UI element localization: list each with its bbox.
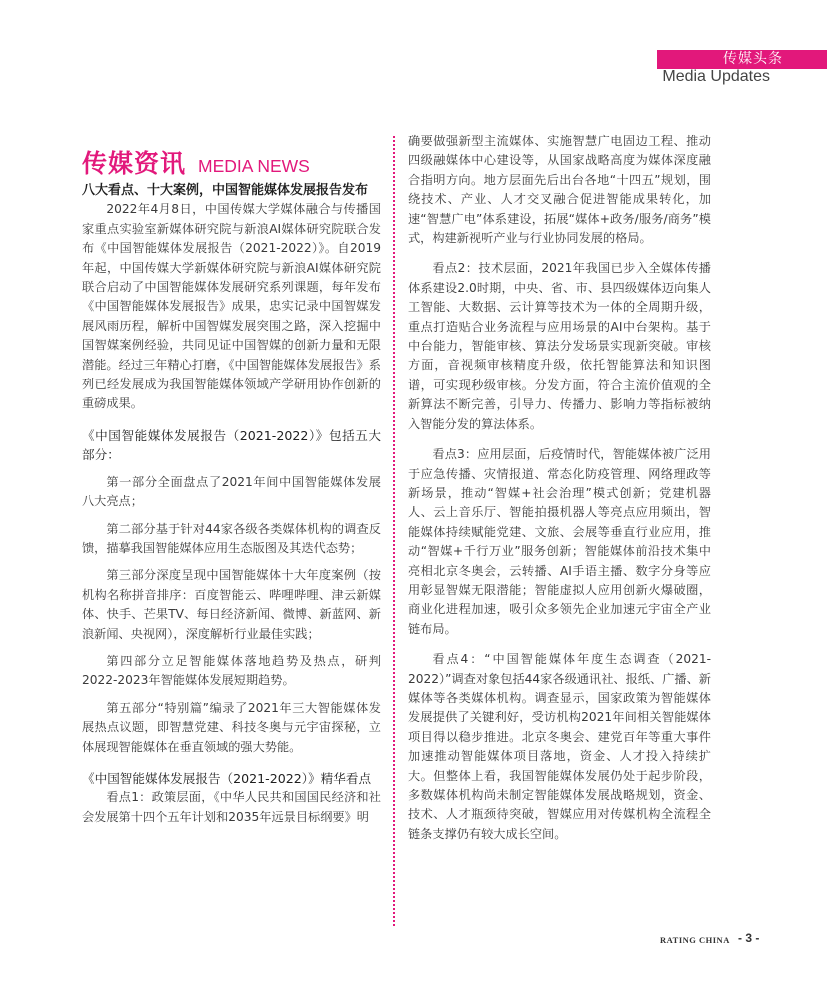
right-column xyxy=(408,132,711,844)
highlight-1-paragraph: 看点1：政策层面，《中华人民共和国国民经济和社会发展第十四个五年计划和2035年远景目标纲要》明 xyxy=(82,790,381,824)
page-title-en: MEDIA NEWS xyxy=(198,156,310,176)
highlight-2-paragraph: 看点2：技术层面，2021年我国已步入全媒体传播体系建设2.0时期，中央、省、市、县四级媒体迈向集人工智能、大数据、云计算等技术为一体的全周期升级，重点打造贴合业务流程与应用场景的AI中台架构。基于中台能力，智能审核、算法分发场景实现新突破。审核方面，音视频审核精度升级，依托智能算法和知识图谱，可实现秒级审核。分发方面，符合主流价值观的全新算法不断完善，引导力、传播力、影响力等指标被纳入智能分发的算法体系。 xyxy=(408,261,711,431)
parts-heading: 《中国智能媒体发展报告（2021-2022）》包括五大部分： xyxy=(82,427,381,463)
left-column xyxy=(82,142,381,827)
part-paragraph-4: 第四部分立足智能媒体落地趋势及热点，研判2022-2023年智能媒体发展短期趋势。 xyxy=(82,653,381,688)
part-paragraph-5: 第五部分“特别篇”编录了2021年三大智能媒体发展热点议题，即智慧党建、科技冬奥与元宇宙探秘，立体展现智能媒体在垂直领域的强大势能。 xyxy=(82,700,381,754)
intro-paragraph: 2022年4月8日，中国传媒大学媒体融合与传播国家重点实验室新媒体研究院与新浪AI媒体研究院联合发布《中国智能媒体发展报告（2021-2022）》。自2019年起，中国传媒大学新媒体研究院与新浪AI媒体研究院联合启动了中国智能媒体发展研究系列课题，每年发布《中国智能媒体发展报告》成果，忠实记录中国智媒发展风雨历程，解析中国智媒发展突围之路，深入挖掘中国智媒案例经验，共同见证中国智媒的创新力量和无限潜能。经过三年精心打磨，《中国智能媒体发展报告》系列已经发展成为我国智能媒体领域产学研用协作创新的重磅成果。 xyxy=(82,202,381,411)
header-section-title-en: Media Updates xyxy=(662,68,770,85)
highlights-heading: 《中国智能媒体发展报告（2021-2022）》精华看点 xyxy=(82,770,372,786)
header-section-title-cn: 传媒头条 xyxy=(723,51,783,67)
page-title-cn: 传媒资讯 xyxy=(82,149,187,178)
part-paragraph-3: 第三部分深度呈现中国智能媒体十大年度案例（按机构名称拼音排序：百度智能云、哔哩哔哩、津云新媒体、快手、芒果TV、每日经济新闻、微博、新蓝网、新浪新闻、央视网），深度解析行业最佳实践； xyxy=(82,568,381,641)
page-number: - 3 - xyxy=(738,931,760,945)
article-headline: 八大看点、十大案例，中国智能媒体发展报告发布 xyxy=(82,183,369,198)
highlight-3-paragraph: 看点3：应用层面，后疫情时代，智能媒体被广泛用于应急传播、灾情报道、常态化防疫管理、网络理政等新场景，推动“智媒+社会治理”模式创新；党建机器人、云上音乐厅、智能拍摄机器人等亮点应用频出，智能媒体持续赋能党建、文旅、会展等垂直行业应用，推动“智媒+千行万业”服务创新；智能媒体前沿技术集中亮相北京冬奥会，云转播、AI手语主播、数字分身等应用彰显智媒无限潜能；智能虚拟人应用创新火爆破圈，商业化进程加速，吸引众多领先企业加速元宇宙全产业链布局。 xyxy=(408,447,711,636)
column-divider xyxy=(393,136,395,926)
footer-brand: RATING CHINA xyxy=(660,935,730,945)
highlight-1-continued: 确要做强新型主流媒体、实施智慧广电固边工程、推动四级融媒体中心建设等，从国家战略高度为媒体深度融合指明方向。地方层面先后出台各地“十四五”规划，围绕技术、产业、人才交叉融合促进智能成果转化，加速“智慧广电”体系建设，拓展“媒体+政务/服务/商务”模式，构建新视听产业与行业协同发展的格局。 xyxy=(408,134,711,246)
part-paragraph-1: 第一部分全面盘点了2021年间中国智能媒体发展八大亮点； xyxy=(82,474,381,509)
part-paragraph-2: 第二部分基于针对44家各级各类媒体机构的调查反馈，描摹我国智能媒体应用生态版图及其迭代态势； xyxy=(82,521,381,555)
page-title xyxy=(82,142,381,180)
highlight-4-paragraph: 看点4：“中国智能媒体年度生态调查（2021-2022）”调查对象包括44家各级通讯社、报纸、广播、新媒体等各类媒体机构。调查显示，国家政策为智能媒体发展提供了关键利好，受访机构2021年间相关智能媒体项目得以稳步推进。北京冬奥会、建党百年等重大事件加速推动智能媒体项目落地，资金、人才投入持续扩大。但整体上看，我国智能媒体发展仍处于起步阶段，多数媒体机构尚未制定智能媒体发展战略规划，资金、技术、人才瓶颈待突破，智媒应用对传媒机构全流程全链条支撑仍有较大成长空间。 xyxy=(408,652,711,841)
